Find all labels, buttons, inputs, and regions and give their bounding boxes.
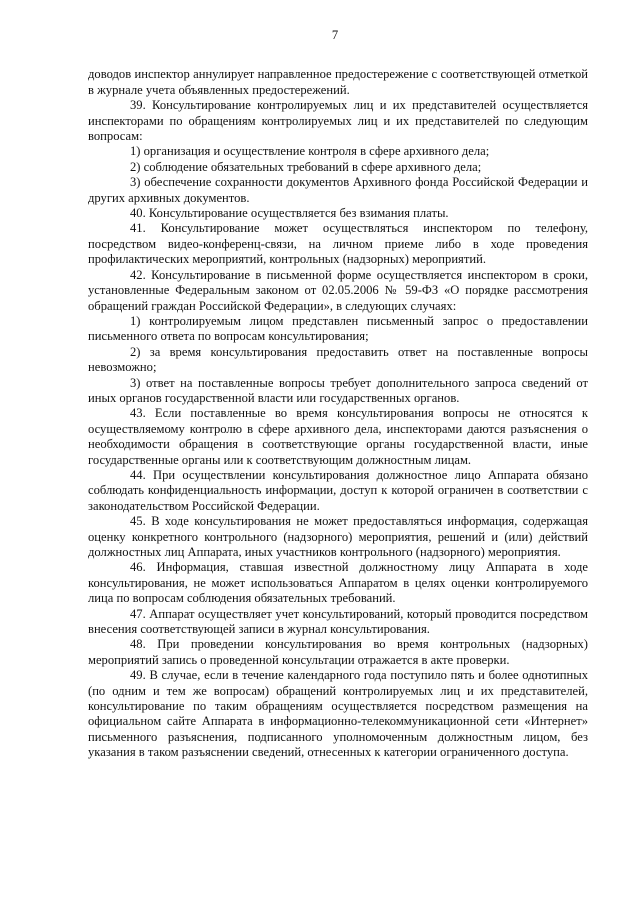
paragraph: 48. При проведении консультирования во время контрольных (надзорных) мероприятий запись о проведенной консультации отражается в акте проверки. [88, 637, 588, 667]
paragraph: 2) за время консультирования предоставить ответ на поставленные вопросы невозможно; [88, 344, 588, 375]
paragraph: 2) соблюдение обязательных требований в сфере архивного дела; [130, 159, 482, 174]
paragraph: доводов инспектор аннулирует направленное предостережение с соответствующей отметкой в журнале учета объявленных предостережений. [88, 67, 588, 97]
paragraph: 45. В ходе консультирования не может предоставляться информация, содержащая оценку конкретного контрольного (надзорного) мероприятия, решений и (или) действий должностных лиц Аппарата, иных участников контрольного (надзорного) мероприятия. [88, 514, 588, 559]
paragraph: 47. Аппарат осуществляет учет консультирований, который проводится посредством внесения соответствующей записи в журнал консультирования. [88, 606, 588, 637]
page-number: 7 [331, 28, 339, 42]
paragraph: 1) контролируемым лицом представлен письменный запрос о предоставлении письменного ответа по вопросам консультирования; [88, 313, 588, 344]
document-page [88, 28, 588, 761]
paragraph: 44. При осуществлении консультирования должностное лицо Аппарата обязано соблюдать конфиденциальность информации, доступ к которой ограничен в соответствии с законодательством Российской Федерации. [88, 467, 588, 513]
document-body [88, 67, 588, 760]
paragraph: 41. Консультирование может осуществляться инспектором по телефону, посредством видео-конференц-связи, на личном приеме либо в ходе проведения профилактических мероприятий, контрольных (надзорных) мероприятий. [88, 221, 588, 267]
paragraph: 1) организация и осуществление контроля в сфере архивного дела; [130, 144, 490, 159]
paragraph: 42. Консультирование в письменной форме осуществляется инспектором в сроки, установленные Федеральным законом от 02.05.2006 № 59-ФЗ «О порядке рассмотрения обращений граждан Российской Федерации», в следующих случаях: [88, 267, 588, 313]
paragraph: 3) ответ на поставленные вопросы требует дополнительного запроса сведений от иных органов государственной власти или государственных органов. [88, 375, 588, 405]
paragraph: 43. Если поставленные во время консультирования вопросы не относятся к осуществляемому контролю в сфере архивного дела, инспекторами даются разъяснения о необходимости обращения в соответствующие органы государственной власти, иные государственные органы или к соответствующим должностным лицам. [88, 406, 588, 467]
paragraph: 49. В случае, если в течение календарного года поступило пять и более однотипных (по одним и тем же вопросам) обращений контролируемых лиц и их представителей, консультирование по таким обращениям осуществляется посредством размещения на официальном сайте Аппарата в информационно-телекоммуникационной сети «Интернет» письменного разъяснения, подписанного уполномоченным должностным лицом, без указания в таком разъяснении сведений, отнесенных к категории ограниченного доступа. [88, 668, 588, 760]
paragraph: 3) обеспечение сохранности документов Архивного фонда Российской Федерации и других архивных документов. [88, 175, 588, 205]
paragraph: 40. Консультирование осуществляется без взимания платы. [130, 206, 449, 221]
paragraph: 39. Консультирование контролируемых лиц и их представителей осуществляется инспекторами по обращениям контролируемых лиц и их представителей по следующим вопросам: [88, 98, 588, 144]
paragraph: 46. Информация, ставшая известной должностному лицу Аппарата в ходе консультирования, не может использоваться Аппаратом в целях оценки контролируемого лица по вопросам соблюдения обязательных требований. [88, 560, 588, 606]
